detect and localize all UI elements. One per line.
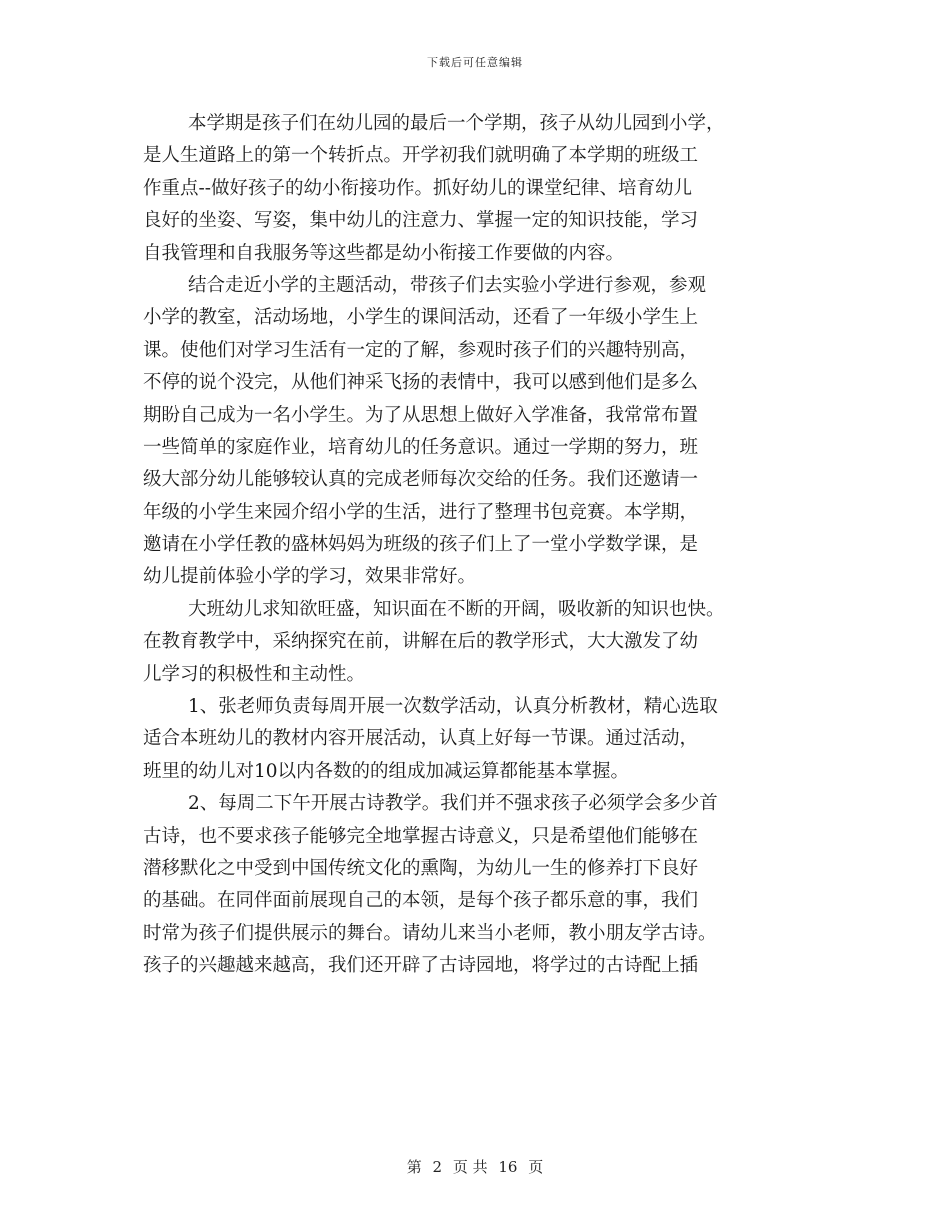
text-line: 时常为孩子们提供展示的舞台。请幼儿来当小老师，教小朋友学古诗。	[143, 922, 717, 944]
text-line: 作重点--做好孩子的幼小衔接功作。抓好幼儿的课堂纪律、培育幼儿	[143, 177, 693, 199]
text-line: 古诗，也不要求孩子能够完全地掌握古诗意义，只是希望他们能够在	[143, 825, 699, 847]
text-line: 适合本班幼儿的教材内容开展活动，认真上好每一节课。通过活动，	[143, 728, 699, 750]
text-line: 小学的教室，活动场地，小学生的课间活动，还看了一年级小学生上	[143, 307, 699, 329]
text-line: 幼儿提前体验小学的学习，效果非常好。	[143, 566, 477, 588]
text-line: 本学期是孩子们在幼儿园的最后一个学期，孩子从幼儿园到小学，	[188, 113, 725, 134]
footer-prefix: 第	[406, 1158, 422, 1176]
text-line: 课。使他们对学习生活有一定的了解，参观时孩子们的兴趣特别高，	[143, 339, 699, 361]
text-line: 2、每周二下午开展古诗教学。我们并不强求孩子必须学会多少首	[188, 793, 718, 815]
text-line: 大班幼儿求知欲旺盛，知识面在不断的开阔，吸收新的知识也快。	[188, 598, 725, 620]
text-line: 不停的说个没完，从他们神采飞扬的表情中，我可以感到他们是多么	[143, 372, 699, 394]
footer-page-number: 2	[432, 1158, 443, 1176]
text-line: 级大部分幼儿能够较认真的完成老师每次交给的任务。我们还邀请一	[143, 469, 699, 491]
footer-suffix: 页	[528, 1158, 544, 1176]
text-line: 潜移默化之中受到中国传统文化的熏陶，为幼儿一生的修养打下良好	[143, 857, 699, 879]
text-line: 邀请在小学任教的盛林妈妈为班级的孩子们上了一堂小学数学课，是	[143, 534, 699, 556]
text-line: 班里的幼儿对10以内各数的的组成加减运算都能基本掌握。	[143, 760, 630, 782]
text-line: 期盼自己成为一名小学生。为了从思想上做好入学准备，我常常布置	[143, 404, 699, 426]
page-header-note: 下载后可任意编辑	[427, 56, 523, 69]
text-line: 一些简单的家庭作业，培育幼儿的任务意识。通过一学期的努力，班	[143, 436, 699, 458]
text-line: 结合走近小学的主题活动，带孩子们去实验小学进行参观，参观	[188, 274, 707, 296]
text-line: 良好的坐姿、写姿，集中幼儿的注意力、掌握一定的知识技能，学习	[143, 210, 699, 232]
text-line: 自我管理和自我服务等这些都是幼小衔接工作要做的内容。	[143, 242, 625, 264]
text-line: 1、张老师负责每周开展一次数学活动，认真分析教材，精心选取	[188, 696, 718, 718]
text-line: 在教育教学中，采纳探究在前，讲解在后的教学形式，大大激发了幼	[143, 631, 699, 653]
text-line: 是人生道路上的第一个转折点。开学初我们就明确了本学期的班级工	[143, 145, 699, 167]
page-footer	[0, 1156, 950, 1177]
footer-middle: 页 共	[452, 1158, 488, 1176]
text-line: 年级的小学生来园介绍小学的生活，进行了整理书包竞赛。本学期，	[143, 501, 699, 523]
body-text	[143, 108, 813, 983]
footer-total-pages: 16	[498, 1158, 518, 1176]
text-line: 的基础。在同伴面前展现自己的本领，是每个孩子都乐意的事，我们	[143, 890, 699, 912]
text-line: 孩子的兴趣越来越高，我们还开辟了古诗园地，将学过的古诗配上插	[143, 955, 699, 977]
text-line: 儿学习的积极性和主动性。	[143, 663, 366, 685]
